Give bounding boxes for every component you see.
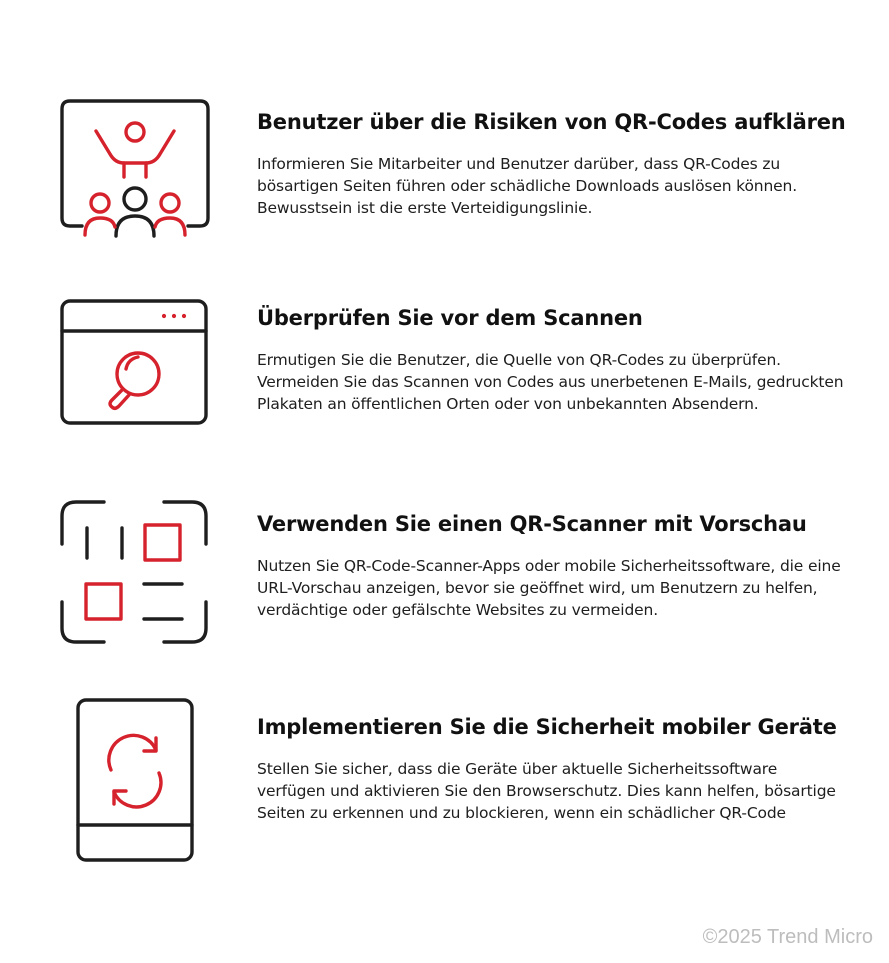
copyright: ©2025 Trend Micro [702, 926, 873, 948]
item-description: Ermutigen Sie die Benutzer, die Quelle von QR-Codes zu überprüfen. Vermeiden Sie das Scannen von Codes aus unerbetenen E-Mails, gedruckten Plakaten an öffentlichen Orten oder von unbekannten Absendern. [257, 351, 844, 413]
mobile-refresh-icon [76, 698, 194, 862]
browser-search-icon [60, 299, 208, 427]
item-title: Überprüfen Sie vor dem Scannen [257, 306, 643, 330]
item-3 [257, 511, 847, 621]
item-4 [257, 714, 847, 824]
item-1 [257, 109, 847, 219]
people-awareness-icon [60, 99, 210, 241]
item-title: Implementieren Sie die Sicherheit mobiler Geräte [257, 715, 837, 739]
item-description: Stellen Sie sicher, dass die Geräte über aktuelle Sicherheitssoftware verfügen und aktivieren Sie den Browserschutz. Dies kann helfen, bösartige Seiten zu erkennen und zu blockieren, wenn ein schädlicher QR-Code [257, 760, 836, 822]
item-title: Verwenden Sie einen QR-Scanner mit Vorschau [257, 512, 807, 536]
item-2 [257, 305, 847, 415]
qr-scanner-icon [60, 500, 208, 646]
item-description: Informieren Sie Mitarbeiter und Benutzer darüber, dass QR-Codes zu bösartigen Seiten führen oder schädliche Downloads auslösen können. Bewusstsein ist die erste Verteidigungslinie. [257, 155, 797, 217]
item-description: Nutzen Sie QR-Code-Scanner-Apps oder mobile Sicherheitssoftware, die eine URL-Vorschau anzeigen, bevor sie geöffnet wird, um Benutzern zu helfen, verdächtige oder gefälschte Websites zu vermeiden. [257, 557, 841, 619]
item-title: Benutzer über die Risiken von QR-Codes aufklären [257, 110, 846, 134]
